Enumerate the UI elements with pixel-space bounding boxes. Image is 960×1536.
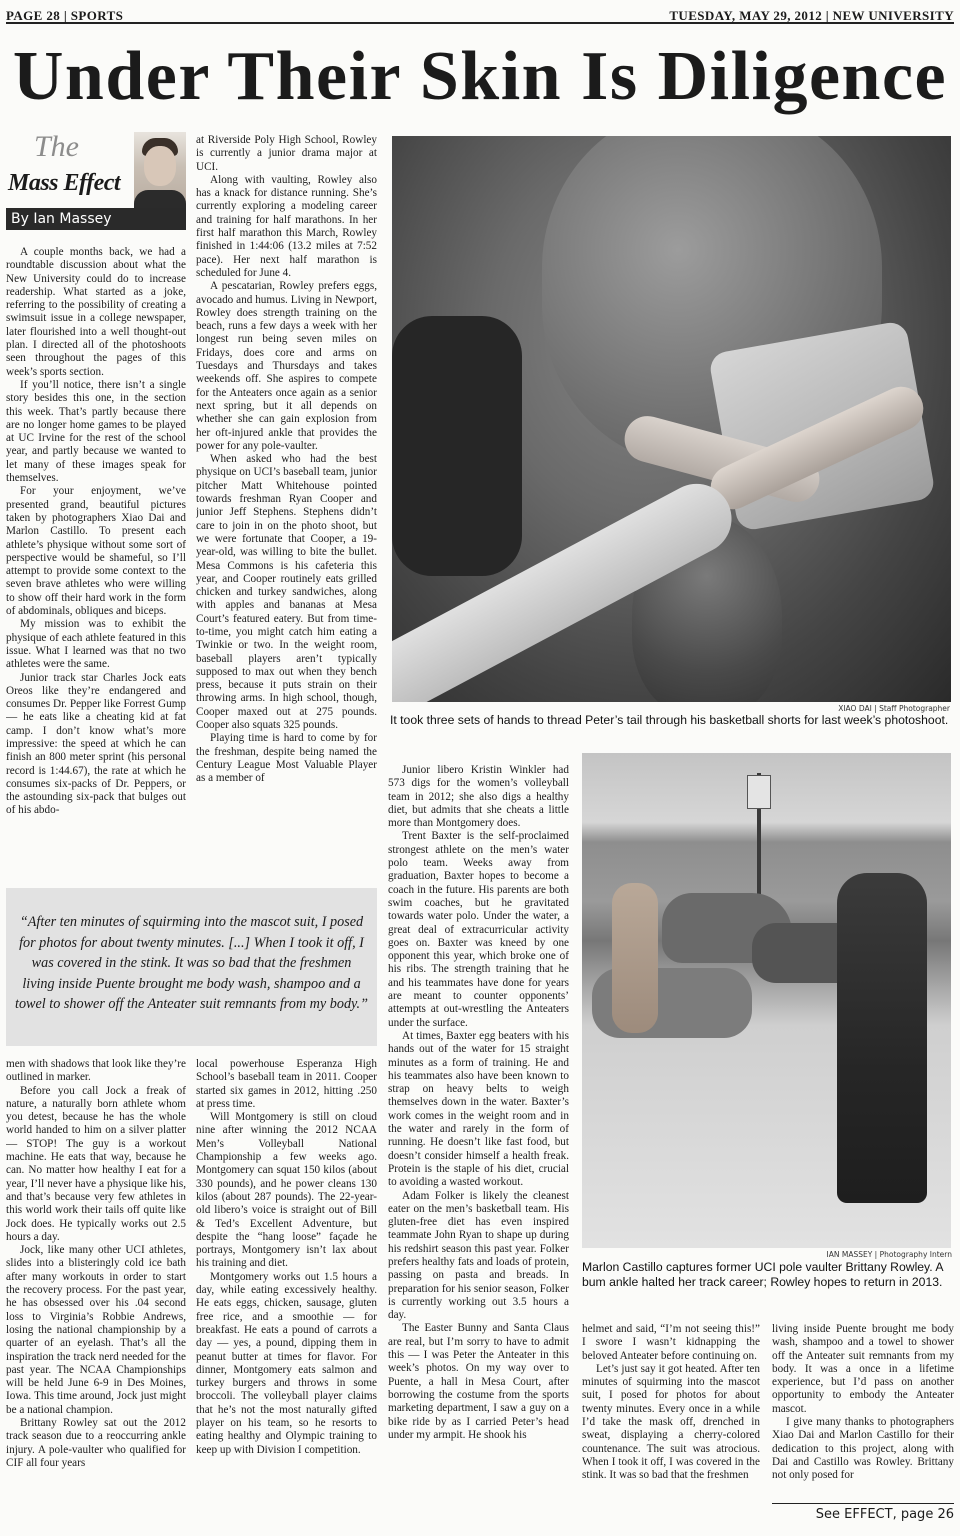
column-flag-the: The <box>34 130 79 163</box>
paragraph: Trent Baxter is the self-proclaimed strongest athlete on the men’s water polo team. Weeks away from graduation, Baxter hopes to become a coach in the future. His parents are both swim coaches, but he gravitated towards water polo. Under the water, a great deal of extracurricular activity goes on. Baxter was kneed by one opponent this year, which broke one of his ribs. The strength training that he and his teammates have done for years are meant to counter opponents’ attempts at out-wrestling the Anteaters under the surface. <box>388 830 569 1029</box>
paragraph: Brittany Rowley sat out the 2012 track season due to a reoccurring ankle injury. A pole-vaulter who qualified for CIF all four years <box>6 1417 186 1469</box>
column-5 <box>772 1323 954 1499</box>
photo-caption-2: Marlon Castillo captures former UCI pole vaulter Brittany Rowley. A bum ankle halted her track career; Rowley hopes to return in 2013. <box>582 1260 943 1289</box>
paragraph: A pescatarian, Rowley prefers eggs, avocado and humus. Living in Newport, Rowley does strength training on the beach, runs a few days a week with her longest run being seven miles on Fridays, does core and arms on Tuesdays and Thursdays and takes weekends off. She aspires to compete for the Anteaters once again as a senior next spring, but it all depends on whether she can gain explosion from her oft-injured ankle that provides the power for any pole-vaulter. <box>196 280 377 452</box>
paragraph: Let’s just say it got heated. After ten minutes of squirming into the mascot suit, I posed for photos for about twenty minutes. Every once in a while I’d take the mask off, drenched in sweat, displaying a cherry-colored countenance. The suit was atrocious. When I took it off, I was covered in the stink. It was so bad that the freshmen <box>582 1362 760 1482</box>
column-4 <box>582 1323 760 1532</box>
paragraph: Will Montgomery is still on cloud nine after winning the 2012 NCAA Men’s Volleyball National Championship a few weeks ago. Montgomery can squat 150 kilos (about 330 pounds), and he power cleans 130 kilos (about 287 pounds). The 22-year-old libero’s voice is straight out of Bill & Ted’s Excellent Adventure, but despite the “hang loose” façade he portrays, Montgomery isn’t lax about his training and diet. <box>196 1111 377 1270</box>
paragraph: I give many thanks to photographers Xiao Dai and Marlon Castillo for their dedication to this project, along with Dai and Castillo was Rowley. Brittany not only posed for <box>772 1416 954 1482</box>
paragraph: Jock, like many other UCI athletes, slides into a blisteringly cold ice bath after many workouts in order to start the recovery process. For the past year, he has obsessed over his .04 second loss to Virginia’s Robbie Andrews, losing the national championship by a quarter of an eyelash. That’s all the inspiration the track nerd needed for the past year. The NCAA Championships will be held June 6-9 in Des Moines, Iowa. This time around, Jock just might be a national champion. <box>6 1244 186 1416</box>
jump-line[interactable]: See EFFECT, page 26 <box>772 1503 954 1522</box>
page-section-label: PAGE 28 | SPORTS <box>6 8 124 23</box>
paragraph: living inside Puente brought me body wash, shampoo and a towel to shower off the Anteater suit remnants from my body. It was a once in a lifetime experience, but I’d pass on another opportunity to embody the Anteater mascot. <box>772 1323 954 1415</box>
column-2-bottom <box>196 1058 377 1524</box>
paragraph: For your enjoyment, we’ve presented grand, beautiful pictures taken by photographers Xiao Dai and Marlon Castillo. To present each athlete’s physique without some sort of perspective would be shameful, so I’ll attempt to provide some context to the seven brave athletes who were willing to show off their hard work in the form of abdominals, obliques and biceps. <box>6 485 186 618</box>
column-2-top <box>196 134 377 884</box>
headline: Under Their Skin Is Diligence <box>12 38 948 115</box>
paragraph: My mission was to exhibit the physique of each athlete featured in this issue. What I learned was that no two athletes were the same. <box>6 618 186 671</box>
paragraph: at Riverside Poly High School, Rowley is currently a junior drama major at UCI. <box>196 134 377 173</box>
column-1-top <box>6 246 186 884</box>
issue-date-label: TUESDAY, MAY 29, 2012 | NEW UNIVERSITY <box>669 8 954 23</box>
paragraph: If you’ll notice, there isn’t a single story besides this one, in the section this week. That’s partly because there are no longer home games to be played at UC Irvine for the rest of the school year, and partly because we wanted to let many of these images speak for themselves. <box>6 378 186 485</box>
paragraph: At times, Baxter egg beaters with his hands out of the water for 15 straight minutes as a form of training. He and his teammates also have been known to strap on heavy belts to weigh themselves down in the water. Baxter’s work comes in the weight room and in the water and rarely in the form of running. He doesn’t like fast food, but doesn’t consider himself a health freak. Protein is the staple of his diet, crucial to avoiding a wasted workout. <box>388 1029 569 1189</box>
paragraph: Montgomery works out 1.5 hours a day, while eating excessively healthy. He eats eggs, chicken, sausage, gluten free rice, and a smoothie — for breakfast. He eats a pound of carrots a day — yes, a pound, dipping them in peanut butter at times for flavor. For dinner, Montgomery eats salmon and turkey burgers and throws in some broccoli. The volleyball player claims that he’s not the most naturally gifted player on his team, so he resorts to eating healthy and Olympic training to keep up with Division I competition. <box>196 1270 377 1456</box>
photo-credit-2: IAN MASSEY | Photography Intern <box>826 1250 952 1259</box>
column-flag <box>6 130 186 232</box>
paragraph: men with shadows that look like they’re outlined in marker. <box>6 1058 186 1084</box>
column-3 <box>388 764 569 1532</box>
pull-quote: “After ten minutes of squirming into the mascot suit, I posed for photos for about twenty minutes. [...] When I took it off, I was covered in the stink. It was so bad that the freshmen living inside Puente brought me body wash, shampoo and a towel to shower off the Anteater suit remnants from my body.” <box>6 888 377 1046</box>
paragraph: The Easter Bunny and Santa Claus are real, but I’m sorry to have to admit this — I was Peter the Anteater in this week’s photos. On my way over to Puente, a hall in Mesa Court, after borrowing the costume from the sports marketing department, I saw a guy on a bike ride by as I carried Peter’s head under my armpit. He shook his <box>388 1322 569 1441</box>
photo-beach-shoot <box>582 753 951 1248</box>
photo-mascot-tail <box>392 136 951 702</box>
paragraph: When asked who had the best physique on UCI’s baseball team, junior pitcher Matt Whitehouse pointed towards freshman Ryan Cooper and junior Jeff Stephens. Stephens didn’t care to join in on the photo shoot, but we were fortunate that Cooper, a 19-year-old, was willing to bite the bullet. Mesa Commons is his cafeteria this year, and Cooper routinely eats grilled chicken and turkey sandwiches, along with apples and bananas at Mesa Court’s featured eatery. But from time-to-time, you might catch him eating a Twinkie or two. In the weight room, baseball players aren’t typically supposed to max out when they bench press, because it puts strain on their throwing arms. In high school, though, Cooper maxed out at 275 pounds. Cooper also squats 325 pounds. <box>196 453 377 732</box>
photo-credit-1: XIAO DAI | Staff Photographer <box>838 704 950 713</box>
author-headshot <box>134 132 186 208</box>
byline: By Ian Massey <box>6 208 186 230</box>
paragraph: Along with vaulting, Rowley also has a knack for distance running. She’s currently exploring a modeling career and training for half marathons. In her first half marathon this March, Rowley finished in 1:44:06 (13.2 miles at 7:52 pace). Her next half marathon is scheduled for June 4. <box>196 173 377 279</box>
paragraph: A couple months back, we had a roundtable discussion about what the New University could do to increase readership. What started as a joke, referring to the possibility of creating a swimsuit issue in a college newspaper, later flourished into a well thought-out plan. I directed all of the photoshoots seen throughout the pages of this week’s sports section. <box>6 246 186 378</box>
page-header <box>6 6 954 24</box>
column-1-bottom <box>6 1058 186 1532</box>
paragraph: local powerhouse Esperanza High School’s baseball team in 2011. Cooper started six games in 2012, hitting .250 at press time. <box>196 1058 377 1110</box>
column-flag-title: Mass Effect <box>8 170 121 196</box>
paragraph: Junior libero Kristin Winkler had 573 digs for the women’s volleyball team in 2012; she also digs a healthy diet, but admits that she cheats a little more than Montgomery does. <box>388 764 569 830</box>
photo-caption-1: It took three sets of hands to thread Peter’s tail through his basketball shorts for last week’s photoshoot. <box>390 713 949 727</box>
paragraph: Before you call Jock a freak of nature, a naturally born athlete whom you detest, because he has the whole world handed to him on a silver platter — STOP! The guy is a workout machine. He eats that way, because he can. No matter how healthy I eat for a year, I’ll never have a physique like his, and that’s because very few athletes in this world work their tails off quite like Jock does. He typically works out 2.5 hours a day. <box>6 1084 186 1243</box>
paragraph: helmet and said, “I’m not seeing this!” I swore I wasn’t kidnapping the beloved Anteater before continuing on. <box>582 1323 760 1362</box>
paragraph: Adam Folker is likely the cleanest eater on the men’s basketball team. His gluten-free diet has even inspired teammate John Ryan to shape up during his redshirt season this past year. Folker prefers healthy fats and loads of protein, passing on pasta and breads. In preparation for his senior season, Folker is currently working out 3.5 hours a day. <box>388 1189 569 1322</box>
paragraph: Playing time is hard to come by for the freshman, despite being named the Century League Most Valuable Player as a member of <box>196 732 377 785</box>
paragraph: Junior track star Charles Jock eats Oreos like they’re endangered and consumes Dr. Pepper like Forrest Gump — he eats like a cheating kid at fat camp. I don’t know what’s more impressive: the speed at which he can finish an 800 meter sprint (his personal record is 1:44.67), the rate at which he consumes six-packs of Dr. Peppers, or the astounding six-pack that bulges out of his abdo- <box>6 671 186 817</box>
